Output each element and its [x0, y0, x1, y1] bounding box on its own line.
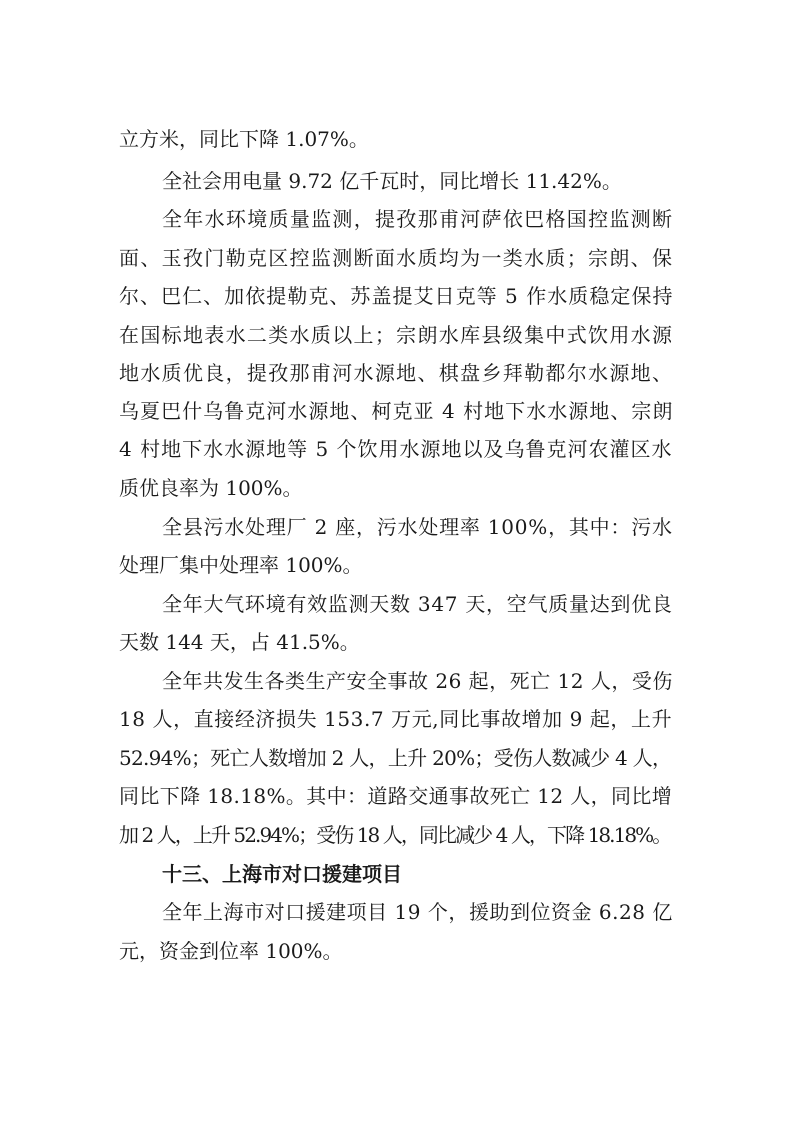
text-line: 面、玉孜门勒克区控监测断面水质均为一类水质；宗朗、保 — [119, 246, 674, 270]
text-line: 天数 144 天，占 41.5%。 — [119, 630, 360, 654]
text-line: 18 人，直接经济损失 153.7 万元,同比事故增加 9 起，上升 — [119, 707, 673, 731]
text-line: 尔、巴仁、加依提勒克、苏盖提艾日克等 5 作水质稳定保持 — [119, 284, 674, 308]
text-line: 全年上海市对口援建项目 19 个，援助到位资金 6.28 亿 — [162, 900, 673, 924]
text-line: 全年共发生各类生产安全事故 26 起，死亡 12 人，受伤 — [162, 669, 673, 693]
text-line: 同比下降 18.18%。其中：道路交通事故死亡 12 人，同比增 — [119, 784, 673, 808]
text-line: 全年大气环境有效监测天数 347 天，空气质量达到优良 — [162, 592, 673, 616]
text-line: 52.94%；死亡人数增加 2 人，上升 20%；受伤人数减少 4 人， — [119, 746, 672, 770]
text-line: 乌夏巴什乌鲁克河水源地、柯克亚 4 村地下水水源地、宗朗 — [119, 399, 674, 423]
text-line: 质优良率为 100%。 — [119, 476, 303, 500]
text-line: 在国标地表水二类水质以上；宗朗水库县级集中式饮用水源 — [119, 323, 674, 347]
text-line: 全年水环境质量监测，提孜那甫河萨依巴格国控监测断 — [162, 207, 674, 231]
text-line: 全县污水处理厂 2 座，污水处理率 100%，其中：污水 — [162, 515, 673, 539]
text-line: 加 2 人，上升 52.94%；受伤 18 人，同比减少 4 人，下降 18.18%。 — [119, 823, 671, 847]
text-line: 地水质优良，提孜那甫河水源地、棋盘乡拜勒都尔水源地、 — [119, 361, 674, 385]
section-heading: 十三、上海市对口援建项目 — [162, 862, 402, 886]
text-line: 元，资金到位率 100%。 — [119, 939, 343, 963]
text-line: 全社会用电量 9.72 亿千瓦时，同比增长 11.42%。 — [162, 169, 622, 193]
text-line: 立方米，同比下降 1.07%。 — [119, 127, 369, 151]
text-line: 4 村地下水水源地等 5 个饮用水源地以及乌鲁克河农灌区水 — [119, 437, 673, 461]
text-line: 处理厂集中处理率 100%。 — [119, 553, 363, 577]
